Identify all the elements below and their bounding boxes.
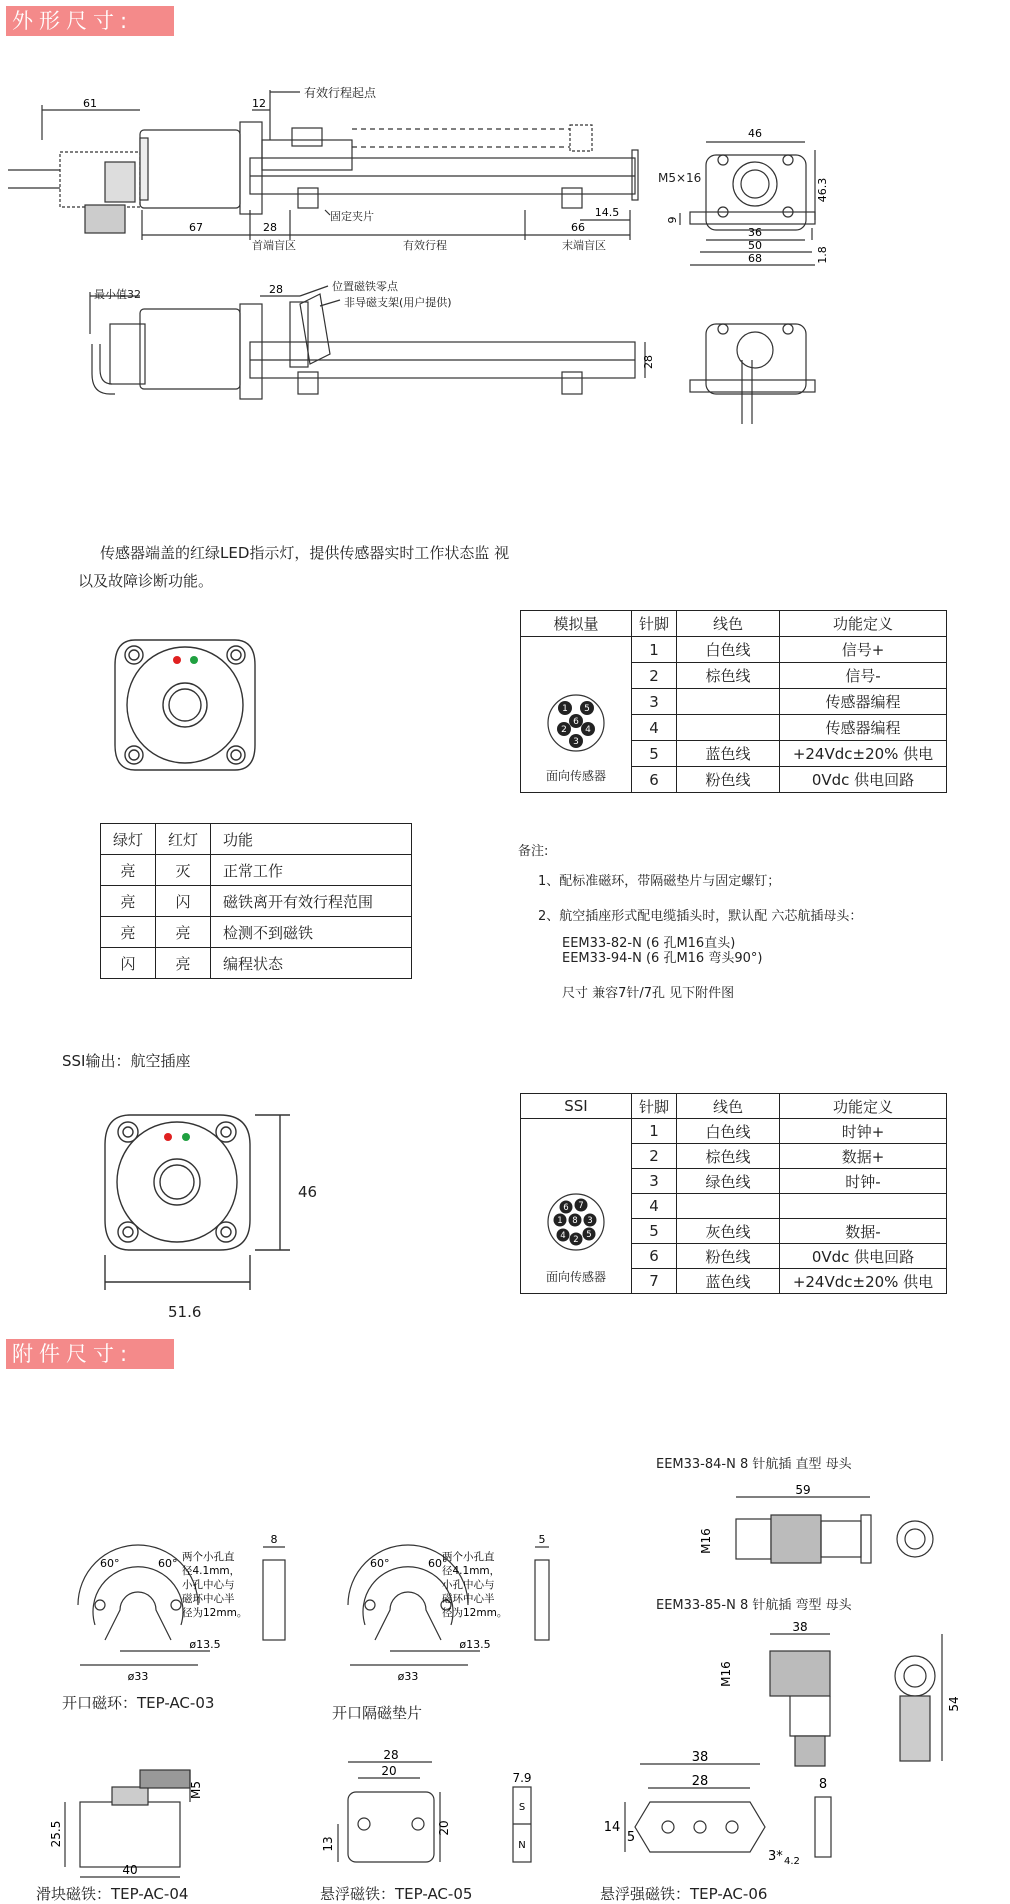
svg-text:5: 5	[538, 1533, 546, 1546]
svg-text:28: 28	[691, 1774, 709, 1789]
svg-text:ø13.5: ø13.5	[189, 1638, 221, 1651]
svg-text:2: 2	[573, 1235, 579, 1245]
svg-text:5: 5	[586, 1230, 592, 1240]
svg-text:60°: 60°	[158, 1557, 178, 1570]
magnet-05-drawing	[320, 1748, 580, 1882]
svg-text:磁环中心半: 磁环中心半	[442, 1593, 495, 1605]
green-led-icon	[190, 656, 198, 664]
ssi-title: SSI输出：航空插座	[62, 1052, 191, 1070]
svg-text:14: 14	[603, 1820, 621, 1835]
svg-text:1: 1	[562, 704, 568, 714]
svg-text:径为12mm。: 径为12mm。	[182, 1607, 248, 1619]
ssi-face-label: 面向传感器	[545, 1270, 606, 1284]
analog-pin-diagram	[536, 683, 616, 763]
svg-text:5: 5	[626, 1830, 636, 1845]
svg-text:ø13.5: ø13.5	[459, 1638, 491, 1651]
svg-text:59: 59	[795, 1483, 811, 1497]
svg-text:60°: 60°	[100, 1557, 120, 1570]
connector-85-title: EEM33-85-N 8 针航插 弯型 母头	[656, 1598, 852, 1613]
svg-text:9: 9	[666, 216, 679, 224]
led-status-table: 绿灯 红灯 功能 亮 灭 正常工作 亮 闪 磁铁离开有效行程范围 亮 亮 检测不到磁铁 闪 亮 编程状态	[100, 823, 412, 979]
magnet-04-drawing	[40, 1762, 240, 1882]
ssi-endcap-drawing	[100, 1110, 300, 1310]
section-title-accessory: 附件尺寸:	[6, 1339, 174, 1369]
svg-text:6: 6	[563, 1203, 569, 1213]
magnet-05-name: 悬浮磁铁：TEP-AC-05	[320, 1885, 473, 1903]
svg-text:67: 67	[189, 221, 203, 234]
svg-text:28: 28	[642, 355, 655, 369]
svg-text:68: 68	[748, 252, 762, 265]
magnet-04-name: 滑块磁铁：TEP-AC-04	[36, 1885, 189, 1903]
svg-text:20: 20	[381, 1764, 397, 1778]
svg-text:ø33: ø33	[397, 1670, 419, 1683]
svg-text:14.5: 14.5	[594, 206, 620, 219]
svg-text:28: 28	[383, 1748, 399, 1762]
note-1: 1、配标准磁环，带隔磁垫片与固定螺钉；	[538, 874, 781, 889]
notes-title: 备注:	[518, 844, 549, 859]
label-bracket: 非导磁支架(用户提供)	[344, 296, 452, 309]
svg-text:M16: M16	[699, 1528, 713, 1554]
svg-text:两个小孔直: 两个小孔直	[182, 1551, 235, 1563]
svg-text:50: 50	[748, 239, 762, 252]
note-2: 2、航空插座形式配电缆插头时，默认配 六芯航插母头：	[538, 909, 863, 924]
svg-text:3: 3	[587, 1216, 593, 1226]
spacer-name: 开口隔磁垫片	[332, 1704, 423, 1722]
ssi-height-dim: 46	[298, 1183, 318, 1201]
svg-text:40: 40	[122, 1863, 138, 1877]
label-fixed-clamp: 固定夹片	[330, 210, 374, 223]
svg-text:小孔中心与: 小孔中心与	[442, 1579, 495, 1591]
svg-text:46: 46	[748, 127, 762, 140]
svg-text:4: 4	[560, 1231, 566, 1241]
magnet-ring-03-drawing	[50, 1535, 350, 1715]
svg-text:两个小孔直: 两个小孔直	[442, 1551, 495, 1563]
svg-text:61: 61	[83, 97, 97, 110]
svg-text:46.3: 46.3	[816, 177, 829, 203]
svg-text:M5: M5	[189, 1781, 203, 1799]
svg-text:8: 8	[818, 1777, 828, 1792]
svg-text:S: S	[518, 1802, 526, 1813]
svg-text:60°: 60°	[370, 1557, 390, 1570]
svg-text:N: N	[518, 1840, 526, 1851]
label-stroke-zone: 有效行程	[403, 239, 447, 252]
svg-text:8: 8	[270, 1533, 278, 1546]
label-magnet-zero: 位置磁铁零点	[332, 280, 398, 293]
analog-pin-table: 模拟量 针脚 线色 功能定义 1 5 6 2 4 3 面向传感器 1 白色线 信号+ 2 棕色线 信号- 3 传感器编程 4 传感器编程 5 蓝色线 +24Vdc±20% 供电 6 粉色线 0Vdc 供电回路	[520, 610, 947, 793]
svg-text:25.5: 25.5	[49, 1820, 63, 1848]
spacer-drawing	[320, 1535, 620, 1715]
svg-text:8: 8	[572, 1216, 578, 1226]
label-min32: 最小值32	[94, 288, 141, 301]
ring-03-name: 开口磁环：TEP-AC-03	[62, 1694, 215, 1712]
svg-text:小孔中心与: 小孔中心与	[182, 1579, 235, 1591]
svg-text:径为12mm。: 径为12mm。	[442, 1607, 508, 1619]
red-led-icon	[164, 1133, 172, 1141]
sensor-endcap-drawing	[110, 630, 260, 780]
connector-84-drawing	[699, 1483, 940, 1567]
svg-text:ø33: ø33	[127, 1670, 149, 1683]
note-part-94: EEM33-94-N (6 孔M16 弯头90°)	[562, 951, 763, 966]
led-description-line2: 以及故障诊断功能。	[78, 572, 214, 590]
svg-text:28: 28	[269, 283, 283, 296]
section-title-outline: 外形尺寸:	[6, 6, 174, 36]
svg-text:13: 13	[321, 1836, 335, 1852]
svg-text:38: 38	[792, 1620, 808, 1634]
svg-text:M16: M16	[719, 1661, 733, 1687]
svg-text:7.9: 7.9	[512, 1771, 532, 1785]
svg-text:4: 4	[585, 725, 591, 735]
magnet-06-name: 悬浮强磁铁：TEP-AC-06	[600, 1885, 768, 1903]
svg-text:60°: 60°	[428, 1557, 448, 1570]
label-head-zone: 首端盲区	[252, 239, 296, 252]
note-size: 尺寸 兼容7针/7孔 见下附件图	[562, 986, 735, 1001]
label-m5: M5×16	[658, 171, 702, 185]
svg-text:38: 38	[691, 1750, 709, 1765]
svg-text:66: 66	[571, 221, 585, 234]
label-tail-zone: 末端盲区	[562, 239, 606, 252]
ssi-width-dim: 51.6	[168, 1303, 202, 1321]
analog-face-label: 面向传感器	[545, 769, 606, 783]
svg-text:7: 7	[578, 1201, 584, 1211]
svg-text:36: 36	[748, 226, 762, 239]
svg-text:5: 5	[584, 704, 590, 714]
svg-text:28: 28	[263, 221, 277, 234]
svg-text:20: 20	[437, 1820, 451, 1836]
svg-text:54: 54	[947, 1696, 961, 1712]
svg-text:4.2: 4.2	[784, 1856, 800, 1867]
svg-text:2: 2	[561, 725, 567, 735]
svg-text:3*: 3*	[768, 1849, 783, 1864]
note-part-82: EEM33-82-N (6 孔M16直头)	[562, 936, 736, 951]
magnet-06-drawing	[600, 1752, 860, 1882]
svg-text:1: 1	[557, 1216, 563, 1226]
connector-85-drawing	[700, 1620, 961, 1766]
red-led-icon	[173, 656, 181, 664]
svg-text:1.8: 1.8	[816, 246, 829, 264]
svg-text:12: 12	[252, 97, 266, 110]
label-stroke-start: 有效行程起点	[304, 86, 377, 100]
svg-text:磁环中心半: 磁环中心半	[182, 1593, 235, 1605]
svg-text:3: 3	[573, 737, 579, 747]
svg-text:6: 6	[573, 717, 579, 727]
ssi-pin-table: SSI 针脚 线色 功能定义 6 7 1 8 3 4 2 5 面向传感器 1 白色线 时钟+ 2 棕色线 数据+ 3 绿色线 时钟- 4 5 灰色线 数据- 6 粉色线 0Vdc 供电回路 7 蓝色线 +24Vdc±20% 供电	[520, 1093, 947, 1294]
led-description-line1: 传感器端盖的红绿LED指示灯，提供传感器实时工作状态监 视	[100, 544, 510, 562]
green-led-icon	[182, 1133, 190, 1141]
svg-text:径4.1mm，: 径4.1mm，	[442, 1565, 501, 1577]
connector-84-title: EEM33-84-N 8 针航插 直型 母头	[656, 1457, 852, 1472]
svg-text:径4.1mm，: 径4.1mm，	[182, 1565, 241, 1577]
ssi-pin-diagram	[536, 1182, 616, 1262]
